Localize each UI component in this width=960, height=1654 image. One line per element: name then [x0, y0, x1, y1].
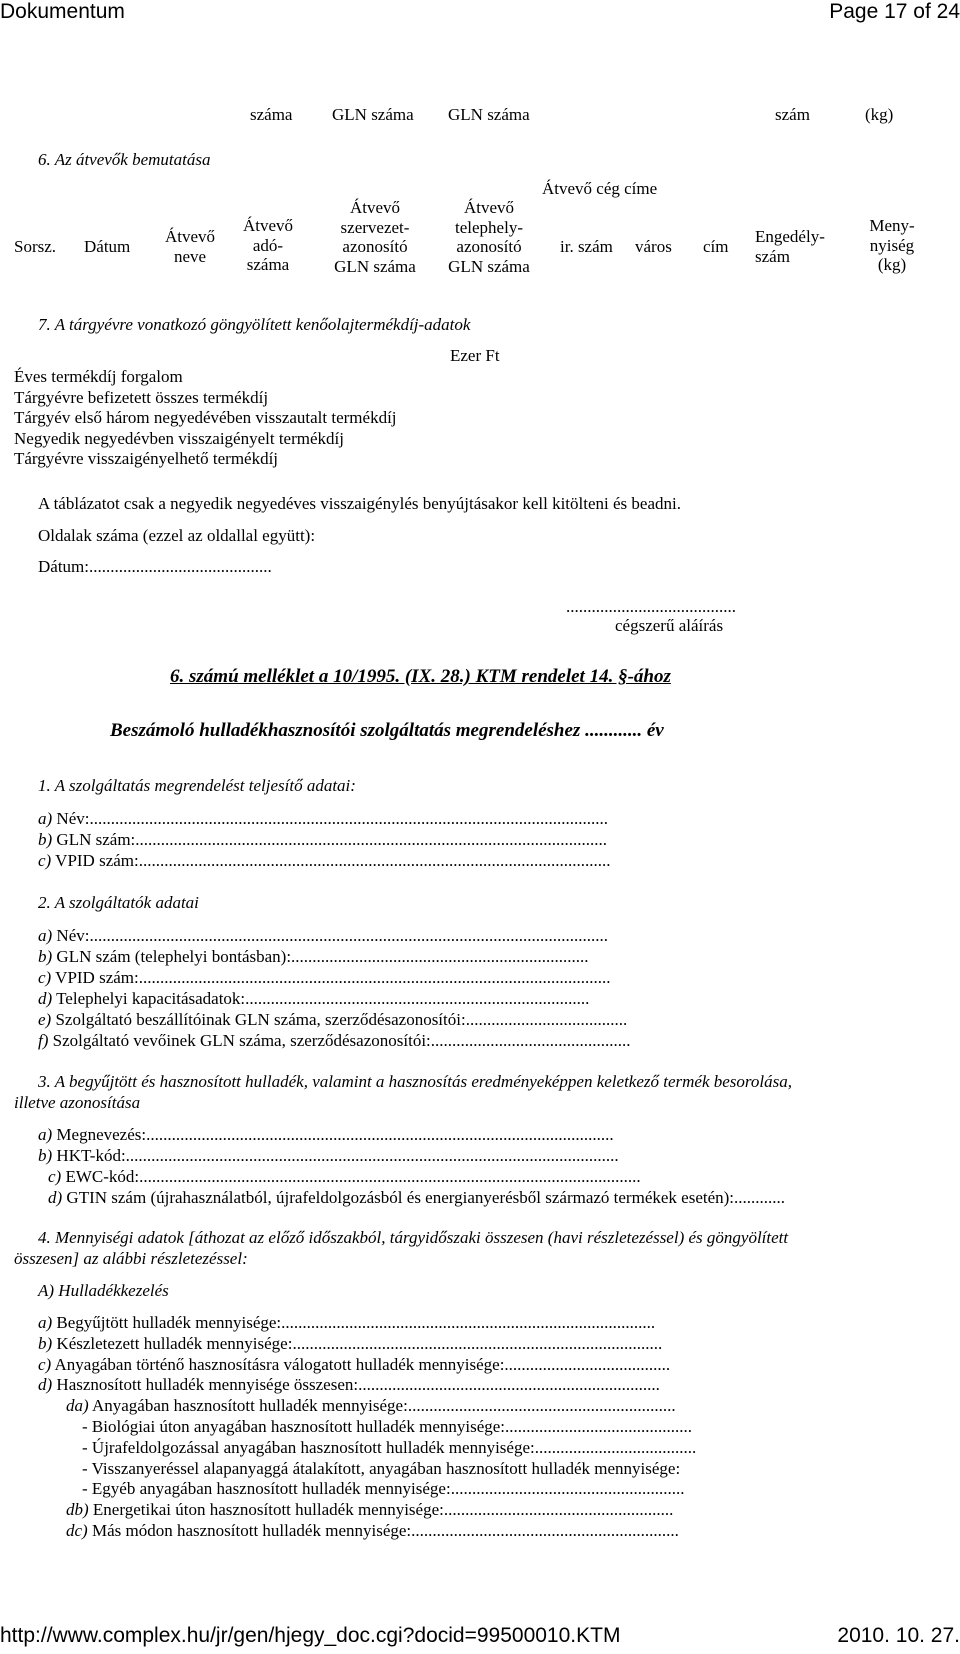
col-cim: cím	[703, 237, 729, 256]
col-datum: Dátum	[84, 237, 131, 256]
s2-list	[38, 925, 631, 1051]
doc-header-title: Dokumentum	[0, 0, 125, 23]
item-key: b)	[38, 947, 53, 966]
address-group-header: Átvevő cég címe	[542, 179, 658, 198]
s4-title-line2: összesen] az alábbi részletezéssel:	[14, 1249, 248, 1268]
item-key: c)	[38, 851, 52, 870]
item-text[interactable]: - Újrafeldolgozással anyagában hasznosított hulladék mennyisége:......................................	[82, 1437, 697, 1457]
item-text[interactable]: GTIN szám (újrahasználatból, újrafeldolgozásból és energianyerésből származó termékek esetén):............	[62, 1188, 786, 1207]
item-key: a)	[38, 1125, 53, 1144]
item-text[interactable]: HKT-kód:....................................................................................................................	[52, 1146, 619, 1165]
col-varos: város	[635, 237, 672, 256]
s3-list	[38, 1124, 785, 1208]
col-engedely: Engedély- szám	[755, 227, 825, 266]
unit-label: Ezer Ft	[450, 346, 500, 365]
annex-title: 6. számú melléklet a 10/1995. (IX. 28.) KTM rendelet 14. §-ához	[170, 666, 671, 687]
section6-title: 6. Az átvevők bemutatása	[38, 150, 211, 169]
item-key: a)	[38, 926, 53, 945]
item-text[interactable]: Szolgáltató vevőinek GLN száma, szerződésazonosítói:...............................................	[48, 1031, 631, 1050]
s4-item-d	[38, 1375, 696, 1396]
item-text[interactable]: Anyagában történő hasznosításra válogatott hulladék mennyisége:.......................................	[51, 1354, 671, 1374]
col-ado: Átvevő adó- száma	[242, 216, 294, 275]
s2-item-e	[38, 1009, 631, 1030]
s4-subheading: A) Hulladékkezelés	[38, 1281, 169, 1300]
item-text[interactable]: Begyűjtött hulladék mennyisége:........................................................................................	[52, 1313, 656, 1332]
item-text[interactable]: Más módon hasznosított hulladék mennyisége:...............................................................	[87, 1520, 679, 1540]
col-szervezet: Átvevő szervezet- azonosító GLN száma	[334, 198, 416, 276]
item-text[interactable]: EWC-kód:......................................................................................................................	[61, 1167, 641, 1186]
item-key: b)	[38, 1146, 53, 1165]
footer-date: 2010. 10. 27.	[837, 1624, 960, 1647]
item-key: a)	[38, 1313, 53, 1332]
s4-title-line1: 4. Mennyiségi adatok [áthozat az előző időszakból, tárgyidőszaki összesen (havi részletezéssel) és göngyölített	[38, 1228, 789, 1247]
s4-list	[38, 1313, 696, 1542]
s1-item-b	[38, 829, 610, 850]
s3-title-line2: illetve azonosítása	[14, 1093, 141, 1112]
item-text[interactable]: Készletezett hulladék mennyisége:.......................................................................................	[52, 1333, 663, 1353]
item-key: d)	[38, 989, 53, 1008]
s4-item-bio	[38, 1417, 696, 1438]
col-mennyiseg: Meny- nyiség (kg)	[869, 216, 915, 275]
item-key: c)	[48, 1167, 62, 1186]
item-key: d)	[38, 1375, 53, 1395]
s3-item-c	[38, 1166, 785, 1187]
item-text[interactable]: Telephelyi kapacitásadatok:.................................................................................	[52, 989, 590, 1008]
item-text[interactable]: Megnevezés:..............................................................................................................	[52, 1125, 614, 1144]
carry-cell-2: GLN száma	[332, 105, 414, 124]
fee-row: Tárgyévre visszaigényelhető termékdíj	[14, 449, 279, 468]
item-key: e)	[38, 1010, 52, 1029]
item-text[interactable]: Hasznosított hulladék mennyisége összesen:.......................................................................	[52, 1375, 660, 1395]
item-text[interactable]: Energetikai úton hasznosított hulladék mennyisége:......................................................	[88, 1500, 674, 1520]
s2-title: 2. A szolgáltatók adatai	[38, 893, 199, 912]
s3-title-line1: 3. A begyűjtött és hasznosított hulladék, valamint a hasznosítás eredményeképpen keletkező termék besorolása,	[38, 1072, 792, 1091]
s4-item-b	[38, 1334, 696, 1355]
fee-row: Tárgyévre befizetett összes termékdíj	[14, 387, 269, 407]
col-nev: Átvevő neve	[164, 227, 216, 266]
item-text[interactable]: GLN szám (telephelyi bontásban):......................................................................	[52, 947, 589, 966]
s2-item-c	[38, 967, 631, 988]
date-field[interactable]: Dátum:...........................................	[38, 557, 272, 576]
s4-item-a	[38, 1313, 696, 1334]
section7-title: 7. A tárgyévre vonatkozó göngyölített kenőolajtermékdíj-adatok	[38, 315, 471, 334]
col-telephely: Átvevő telephely- azonosító GLN száma	[448, 198, 530, 276]
item-key: a)	[38, 809, 53, 828]
s3-item-d	[38, 1187, 785, 1208]
item-text[interactable]: Név:..........................................................................................................................	[52, 926, 608, 945]
s4-item-c	[38, 1355, 696, 1376]
page-indicator: Page 17 of 24	[829, 0, 960, 23]
item-text[interactable]: Név:..........................................................................................................................	[52, 809, 608, 828]
s1-item-a	[38, 808, 610, 829]
s4-item-da	[38, 1396, 696, 1417]
carry-cell-5: (kg)	[865, 105, 894, 124]
footer-url[interactable]: http://www.complex.hu/jr/gen/hjegy_doc.cgi?docid=99500010.KTM	[0, 1624, 621, 1647]
signature-line[interactable]: ........................................	[566, 597, 736, 616]
item-text[interactable]: GLN szám:...............................................................................................................	[52, 830, 608, 849]
s2-item-a	[38, 925, 631, 946]
item-key: f)	[38, 1031, 49, 1050]
s3-item-a	[38, 1124, 785, 1145]
s4-item-recyc	[38, 1438, 696, 1459]
item-key: b)	[38, 1333, 53, 1353]
item-key: c)	[38, 1354, 52, 1374]
s4-item-other	[38, 1479, 696, 1500]
fee-row: Negyedik negyedévben visszaigényelt termékdíj	[14, 428, 344, 448]
signature-label: cégszerű aláírás	[615, 616, 724, 635]
s2-item-d	[38, 988, 631, 1009]
s4-item-db	[38, 1500, 696, 1521]
s1-list	[38, 808, 610, 871]
fee-row: Tárgyév első három negyedévében visszautalt termékdíj	[14, 408, 397, 427]
s3-item-b	[38, 1145, 785, 1166]
s1-title: 1. A szolgáltatás megrendelést teljesítő adatai:	[38, 776, 356, 795]
item-key: b)	[38, 830, 53, 849]
item-text[interactable]: Szolgáltató beszállítóinak GLN száma, szerződésazonosítói:......................................	[51, 1010, 628, 1029]
item-text[interactable]: - Visszanyeréssel alapanyaggá átalakított, anyagában hasznosított hulladék mennyisége:	[82, 1458, 681, 1478]
s2-item-f	[38, 1030, 631, 1051]
col-irszam: ir. szám	[560, 237, 613, 256]
item-text[interactable]: VPID szám:...............................................................................................................	[51, 851, 611, 870]
s4-item-dc	[38, 1521, 696, 1542]
table-note: A táblázatot csak a negyedik negyedéves visszaigénylés benyújtásakor kell kitölteni és beadni.	[38, 494, 681, 513]
carry-cell-1: száma	[250, 105, 293, 124]
item-key: dc)	[66, 1520, 88, 1540]
pages-count-label: Oldalak száma (ezzel az oldallal együtt):	[38, 526, 316, 545]
s2-item-b	[38, 946, 631, 967]
col-sorsz: Sorsz.	[14, 237, 57, 256]
item-text[interactable]: - Biológiai úton anyagában hasznosított hulladék mennyisége:............................................	[82, 1416, 693, 1436]
item-text[interactable]: - Egyéb anyagában hasznosított hulladék mennyisége:.......................................................	[82, 1479, 685, 1499]
item-text[interactable]: VPID szám:...............................................................................................................	[51, 968, 611, 987]
item-key: da)	[66, 1396, 89, 1416]
s1-item-c	[38, 850, 610, 871]
item-text[interactable]: Anyagában hasznosított hulladék mennyisége:...............................................................	[88, 1396, 676, 1416]
item-key: d)	[48, 1188, 63, 1207]
fee-row: Éves termékdíj forgalom	[14, 367, 183, 386]
carry-cell-4: szám	[775, 105, 810, 124]
annex-subtitle: Beszámoló hulladékhasznosítói szolgáltatás megrendeléshez ............ év	[110, 720, 664, 741]
item-key: db)	[66, 1500, 89, 1520]
carry-cell-3: GLN száma	[448, 105, 530, 124]
fee-table	[14, 367, 397, 470]
s4-item-recovery	[38, 1459, 696, 1480]
item-key: c)	[38, 968, 52, 987]
